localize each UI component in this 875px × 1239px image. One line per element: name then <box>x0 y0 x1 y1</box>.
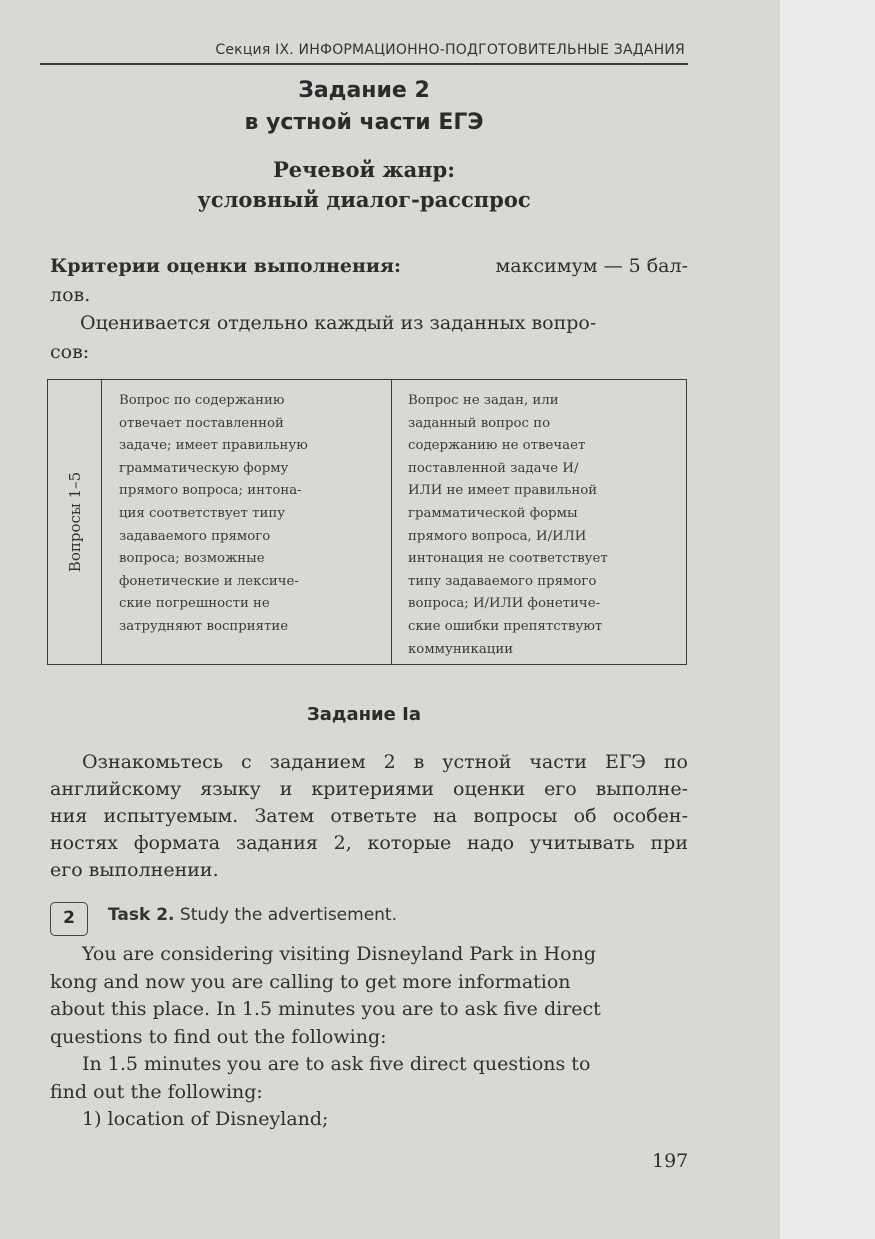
table-cell-line: отвечает поставленной <box>119 415 284 431</box>
task-text-line: about this place. In 1.5 minutes you are to ask five direct <box>50 998 601 1020</box>
instruction-line: ния испытуемым. Затем ответьте на вопросы об особен- <box>50 805 688 827</box>
criteria-note <box>50 309 688 367</box>
table-cell-line: грамматическую форму <box>119 460 289 476</box>
task-heading <box>108 905 397 925</box>
criteria-text-line1: максимум — 5 бал- <box>495 255 688 277</box>
table-cell-line: содержанию не отвечает <box>408 438 586 454</box>
table-cell-line: задаваемого прямого <box>119 528 271 544</box>
task-label: Task 2. <box>108 905 175 925</box>
task-text-line: find out the following: <box>50 1080 263 1103</box>
task-text: Study the advertisement. <box>179 905 397 925</box>
criteria-paragraph <box>50 252 688 310</box>
subtask-title: Задание Iа <box>307 704 421 725</box>
task-number-box: 2 <box>50 902 88 936</box>
table-side-header <box>48 380 102 664</box>
task-title-line2: в устной части ЕГЭ <box>244 110 484 135</box>
genre-title-line1: Речевой жанр: <box>273 157 455 182</box>
instruction-paragraph <box>50 749 688 884</box>
scan-margin <box>780 0 875 1239</box>
table-cell-line: типу задаваемого прямого <box>408 573 597 589</box>
table-cell-line: прямого вопроса, И/ИЛИ <box>408 528 587 544</box>
genre-title-line2: условный диалог-расспрос <box>197 187 531 212</box>
table-cell-line: Вопрос не задан, или <box>408 393 559 408</box>
table-cell-line: интонация не соответствует <box>408 551 608 567</box>
table-cell-line: вопроса; возможные <box>119 551 265 567</box>
task-text-line: 1) location of Disneyland; <box>82 1108 329 1130</box>
criteria-table <box>47 379 687 665</box>
table-cell-line: затрудняют восприятие <box>119 618 289 634</box>
table-cell-line: ИЛИ не имеет правильной <box>408 483 598 499</box>
instruction-line: его выполнении. <box>50 859 219 881</box>
task-title-line1: Задание 2 <box>298 78 430 103</box>
task-text-line: kong and now you are calling to get more information <box>50 970 571 993</box>
table-cell-line: фонетические и лексиче- <box>119 573 299 589</box>
table-cell-line: поставленной задаче И/ <box>408 460 579 476</box>
criteria-text-line2: лов. <box>50 284 91 306</box>
table-cell-line: грамматической формы <box>408 505 578 521</box>
header-rule <box>40 63 688 65</box>
table-cell-line: Вопрос по содержанию <box>119 393 285 408</box>
task-text-line: In 1.5 minutes you are to ask five direct questions to <box>82 1053 591 1075</box>
instruction-line: английскому языку и критериями оценки его выполне- <box>50 778 688 800</box>
table-cell-line: ция соответствует типу <box>119 505 286 521</box>
table-cell-line: заданный вопрос по <box>408 415 551 431</box>
instruction-line: Ознакомьтесь с заданием 2 в устной части ЕГЭ по <box>82 751 688 773</box>
questions-range-label: Вопросы 1–5 <box>65 471 84 573</box>
table-cell-line: коммуникации <box>408 641 514 657</box>
task-text-line: questions to find out the following: <box>50 1025 387 1048</box>
criteria-note-line2: сов: <box>50 341 90 363</box>
page-number: 197 <box>652 1150 689 1172</box>
instruction-line: ностях формата задания 2, которые надо учитывать при <box>50 832 688 854</box>
task-text-line: You are considering visiting Disneyland Park in Hong <box>82 943 597 965</box>
table-cell-line: ские ошибки препятствуют <box>408 618 603 634</box>
table-cell-line: ские погрешности не <box>119 596 270 612</box>
table-cell-line: прямого вопроса; интона- <box>119 483 302 499</box>
table-cell-line: задаче; имеет правильную <box>119 438 308 454</box>
criteria-label: Критерии оценки выполнения: <box>50 255 402 277</box>
criteria-note-line1: Оценивается отдельно каждый из заданных вопро- <box>80 312 597 334</box>
table-cell-line: вопроса; И/ИЛИ фонетиче- <box>408 596 601 612</box>
criteria-met-column <box>102 380 392 664</box>
running-head: Секция IX. ИНФОРМАЦИОННО-ПОДГОТОВИТЕЛЬНЫЕ ЗАДАНИЯ <box>215 42 685 58</box>
task-paragraph <box>50 941 690 1134</box>
criteria-not-met-column <box>392 380 686 664</box>
